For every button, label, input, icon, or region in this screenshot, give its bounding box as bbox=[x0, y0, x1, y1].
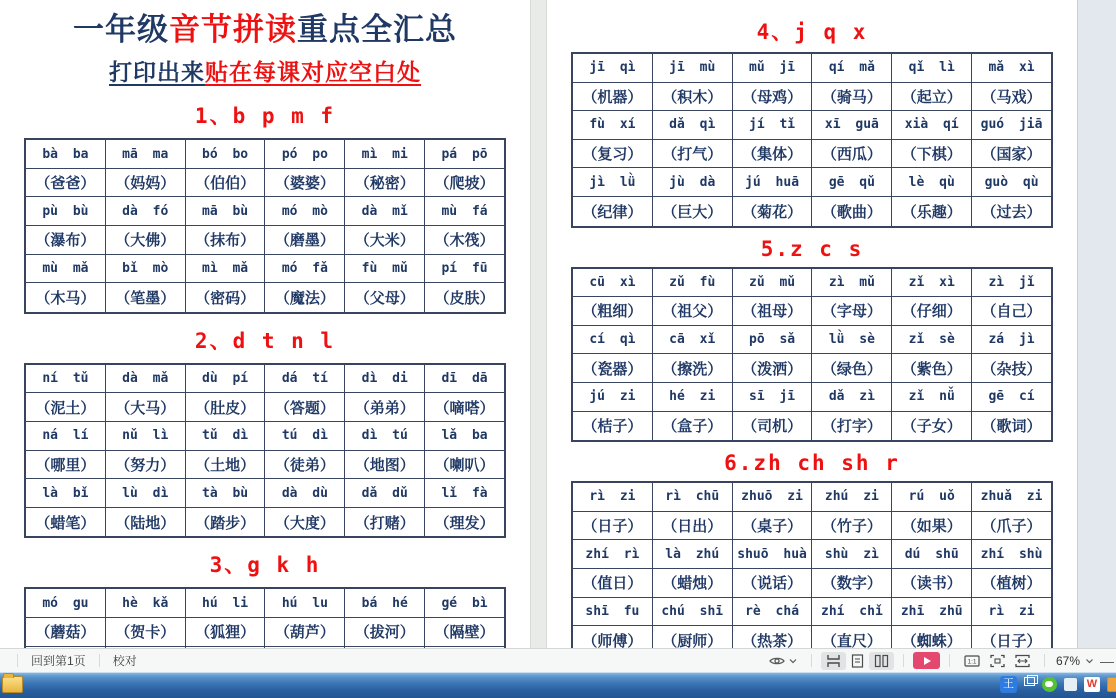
pinyin-table-1 bbox=[24, 138, 506, 314]
hanzi-cell: （拔河） bbox=[345, 618, 425, 646]
pinyin-table-5 bbox=[571, 267, 1053, 443]
pinyin-cell: zǔ fù bbox=[653, 269, 733, 297]
table-row bbox=[26, 508, 504, 537]
pinyin-cell: shuō huà bbox=[733, 540, 813, 568]
hanzi-cell: （擦洗） bbox=[653, 354, 733, 382]
table-row bbox=[26, 283, 504, 312]
hanzi-cell: （蘑菇） bbox=[26, 618, 106, 646]
hanzi-cell: （蜘蛛） bbox=[892, 626, 972, 648]
hanzi-cell: （绿色） bbox=[812, 354, 892, 382]
section-heading-3: 3、g k h bbox=[209, 553, 321, 578]
pinyin-cell: xī guā bbox=[812, 111, 892, 139]
chevron-down-icon bbox=[789, 658, 797, 664]
hanzi-cell: （伯伯） bbox=[186, 169, 266, 197]
hanzi-cell: （菊花） bbox=[733, 197, 813, 226]
hanzi-cell: （妈妈） bbox=[106, 169, 186, 197]
hanzi-cell: （踏步） bbox=[186, 508, 266, 537]
hanzi-cell: （理发） bbox=[434, 514, 495, 532]
hanzi-cell: （魔法） bbox=[265, 283, 345, 312]
section-heading-4: 4、j q x bbox=[756, 20, 868, 44]
pinyin-cell: bá hé bbox=[345, 589, 425, 617]
hanzi-cell: （爸爸） bbox=[26, 169, 106, 197]
pinyin-cell: dá tí bbox=[265, 365, 345, 393]
pinyin-cell: hè kǎ bbox=[106, 589, 186, 617]
single-page-view-button[interactable] bbox=[846, 652, 869, 670]
table-row bbox=[573, 354, 1051, 383]
proofread-button[interactable]: 校对 bbox=[112, 654, 137, 668]
pinyin-table-2 bbox=[24, 363, 506, 539]
hanzi-cell: （抹布） bbox=[186, 226, 266, 254]
hanzi-cell: （杂技） bbox=[981, 360, 1042, 378]
separator bbox=[903, 654, 904, 667]
separator bbox=[949, 654, 950, 667]
hanzi-cell: （磨墨） bbox=[265, 226, 345, 254]
system-tray bbox=[1000, 676, 1116, 693]
pinyin-cell: pó po bbox=[265, 140, 345, 168]
hanzi-cell: （泥土） bbox=[26, 393, 106, 421]
pinyin-cell: cí qì bbox=[573, 326, 653, 354]
pinyin-cell: zǐ sè bbox=[892, 326, 972, 354]
pinyin-cell: chú shī bbox=[653, 598, 733, 626]
subtitle-part-1: 打印出来 bbox=[109, 59, 205, 86]
pinyin-cell: tà bù bbox=[186, 479, 266, 507]
hanzi-cell: （乐趣） bbox=[892, 197, 972, 226]
hanzi-cell: （肚皮） bbox=[186, 393, 266, 421]
blue-app-icon[interactable] bbox=[1000, 676, 1017, 693]
pinyin-table-6 bbox=[571, 481, 1053, 648]
pinyin-cell: xià qí bbox=[892, 111, 972, 139]
table-row bbox=[573, 197, 1051, 226]
pinyin-cell: gē cí bbox=[988, 389, 1035, 405]
pinyin-cell: là zhú bbox=[653, 540, 733, 568]
pinyin-cell: mì mi bbox=[345, 140, 425, 168]
hanzi-cell: （大佛） bbox=[106, 226, 186, 254]
pinyin-cell: zǔ mǔ bbox=[733, 269, 813, 297]
pinyin-cell: mù mǎ bbox=[26, 255, 106, 283]
table-row bbox=[26, 618, 504, 647]
hanzi-cell: （打赌） bbox=[345, 508, 425, 537]
hanzi-cell: （葫芦） bbox=[265, 618, 345, 646]
fit-page-button[interactable] bbox=[985, 652, 1010, 670]
pinyin-cell: mó gu bbox=[26, 589, 106, 617]
hanzi-cell: （大米） bbox=[345, 226, 425, 254]
hanzi-cell: （土地） bbox=[186, 451, 266, 479]
pinyin-cell: lè qù bbox=[892, 168, 972, 196]
back-to-page-button[interactable]: 回到第1页 bbox=[31, 654, 86, 668]
red-w-app-icon[interactable]: W bbox=[1084, 677, 1100, 692]
hanzi-cell: （如果） bbox=[892, 512, 972, 540]
hanzi-cell: （地图） bbox=[345, 451, 425, 479]
pinyin-cell: ní tǔ bbox=[26, 365, 106, 393]
table-row bbox=[573, 412, 1051, 441]
table-row bbox=[573, 297, 1051, 326]
facing-pages-icon bbox=[874, 654, 889, 668]
table-row bbox=[573, 111, 1051, 140]
hanzi-cell: （仔细） bbox=[892, 297, 972, 325]
pinyin-cell: lǎ ba bbox=[441, 428, 488, 444]
pinyin-cell: mǔ jī bbox=[733, 54, 813, 82]
pinyin-cell: mó mò bbox=[265, 197, 345, 225]
pinyin-cell: tǔ dì bbox=[186, 422, 266, 450]
hanzi-cell: （日子） bbox=[573, 512, 653, 540]
pinyin-cell: nǔ lì bbox=[106, 422, 186, 450]
hanzi-cell: （竹子） bbox=[812, 512, 892, 540]
hanzi-cell: （嘀嗒） bbox=[434, 399, 495, 417]
hanzi-cell: （西瓜） bbox=[812, 140, 892, 168]
title-part-2: 音节拼读 bbox=[169, 12, 297, 47]
hanzi-cell: （值日） bbox=[573, 569, 653, 597]
pinyin-cell: pí fū bbox=[441, 260, 488, 276]
hanzi-cell: （弟弟） bbox=[345, 393, 425, 421]
hanzi-cell: （起立） bbox=[892, 83, 972, 111]
pinyin-cell: cū xì bbox=[573, 269, 653, 297]
single-page-icon bbox=[851, 654, 864, 668]
pinyin-cell: rú uǒ bbox=[892, 483, 972, 511]
hanzi-cell: （师傅） bbox=[573, 626, 653, 648]
hanzi-cell: （努力） bbox=[106, 451, 186, 479]
page-right bbox=[547, 0, 1077, 648]
hanzi-cell: （祖父） bbox=[653, 297, 733, 325]
zoom-out-button[interactable]: — bbox=[1100, 652, 1114, 669]
hanzi-cell: （皮肤） bbox=[434, 290, 495, 308]
pinyin-cell: bó bo bbox=[186, 140, 266, 168]
page-title bbox=[0, 10, 530, 50]
table-row bbox=[573, 54, 1051, 83]
svg-text:1:1: 1:1 bbox=[967, 658, 977, 665]
pinyin-table-4 bbox=[571, 52, 1053, 228]
hanzi-cell: （读书） bbox=[892, 569, 972, 597]
continuous-layout-icon bbox=[826, 654, 841, 668]
hanzi-cell: （桌子） bbox=[733, 512, 813, 540]
hanzi-cell: （子女） bbox=[892, 412, 972, 441]
facing-pages-view-button[interactable] bbox=[869, 652, 894, 670]
pinyin-cell: lù dì bbox=[106, 479, 186, 507]
pinyin-cell: dī dā bbox=[441, 371, 488, 387]
pinyin-cell: ná lí bbox=[26, 422, 106, 450]
separator bbox=[811, 654, 812, 667]
hanzi-cell: （热茶） bbox=[733, 626, 813, 648]
section-heading-2: 2、d t n l bbox=[194, 328, 336, 353]
section-heading-5: 5.z c s bbox=[760, 236, 864, 261]
zoom-chevron-down-icon[interactable] bbox=[1085, 658, 1094, 664]
hanzi-cell: （祖母） bbox=[733, 297, 813, 325]
pinyin-cell: sī jī bbox=[733, 383, 813, 411]
hanzi-cell: （桔子） bbox=[573, 412, 653, 441]
pinyin-cell: mā bù bbox=[186, 197, 266, 225]
pinyin-cell: zá jì bbox=[988, 332, 1035, 348]
hanzi-cell: （紫色） bbox=[892, 354, 972, 382]
fit-width-button[interactable] bbox=[1010, 652, 1035, 670]
continuous-layout-button[interactable] bbox=[821, 652, 846, 670]
play-presentation-button[interactable] bbox=[913, 652, 940, 669]
pinyin-cell: hé zi bbox=[653, 383, 733, 411]
hanzi-cell: （泼洒） bbox=[733, 354, 813, 382]
pinyin-cell: zhí shù bbox=[980, 546, 1043, 562]
pinyin-cell: dà mǐ bbox=[345, 197, 425, 225]
pinyin-cell: zhī zhū bbox=[892, 598, 972, 626]
pinyin-cell: dì tú bbox=[345, 422, 425, 450]
scrollbar-track[interactable] bbox=[1077, 0, 1116, 648]
hanzi-cell: （粗细） bbox=[573, 297, 653, 325]
hanzi-cell: （木马） bbox=[26, 283, 106, 312]
hanzi-cell: （国家） bbox=[981, 146, 1042, 164]
hanzi-cell: （集体） bbox=[733, 140, 813, 168]
eye-view-icon bbox=[768, 654, 786, 668]
pinyin-cell: pō sǎ bbox=[733, 326, 813, 354]
pinyin-cell: guò qù bbox=[984, 174, 1039, 190]
pinyin-cell: pá pō bbox=[441, 146, 488, 162]
hanzi-cell: （婆婆） bbox=[265, 169, 345, 197]
table-row bbox=[573, 483, 1051, 512]
pinyin-cell: jú huā bbox=[733, 168, 813, 196]
hanzi-cell: （字母） bbox=[812, 297, 892, 325]
hanzi-cell: （贺卡） bbox=[106, 618, 186, 646]
window-restore-icon[interactable] bbox=[1024, 677, 1035, 686]
hanzi-cell: （爪子） bbox=[981, 518, 1042, 536]
actual-size-icon bbox=[964, 654, 980, 668]
hanzi-cell: （复习） bbox=[573, 140, 653, 168]
hanzi-cell: （数字） bbox=[812, 569, 892, 597]
table-row bbox=[573, 140, 1051, 169]
pinyin-cell: mù fá bbox=[441, 203, 488, 219]
pinyin-cell: dǎ dǔ bbox=[345, 479, 425, 507]
table-row bbox=[573, 326, 1051, 355]
pinyin-cell: dà dù bbox=[265, 479, 345, 507]
pinyin-cell: zhuǎ zi bbox=[980, 489, 1043, 505]
table-row bbox=[573, 540, 1051, 569]
pinyin-cell: dǎ zì bbox=[812, 383, 892, 411]
pinyin-cell: shù zì bbox=[812, 540, 892, 568]
hanzi-cell: （打字） bbox=[812, 412, 892, 441]
pinyin-cell: guó jiā bbox=[980, 117, 1043, 133]
pinyin-cell: zhuō zi bbox=[733, 483, 813, 511]
table-row bbox=[26, 226, 504, 255]
status-bar bbox=[0, 648, 1116, 672]
pinyin-cell: pù bù bbox=[26, 197, 106, 225]
page-left bbox=[0, 0, 530, 648]
pinyin-cell: dú shū bbox=[892, 540, 972, 568]
hanzi-cell: （机器） bbox=[573, 83, 653, 111]
pinyin-cell: rì zi bbox=[573, 483, 653, 511]
hanzi-cell: （爬坡） bbox=[434, 175, 495, 193]
pinyin-cell: lǐ fà bbox=[441, 485, 488, 501]
table-row bbox=[26, 589, 504, 618]
hanzi-cell: （喇叭） bbox=[434, 456, 495, 474]
pinyin-cell: zǐ xì bbox=[892, 269, 972, 297]
windows-taskbar bbox=[0, 672, 1116, 698]
green-chat-icon[interactable] bbox=[1042, 677, 1057, 692]
subtitle-part-2: 贴在每课对应空白处 bbox=[205, 59, 421, 86]
pinyin-cell: jí tǐ bbox=[733, 111, 813, 139]
hanzi-cell: （父母） bbox=[345, 283, 425, 312]
actual-size-button[interactable] bbox=[959, 652, 985, 670]
pinyin-cell: fù xí bbox=[573, 111, 653, 139]
hanzi-cell: （司机） bbox=[733, 412, 813, 441]
hanzi-cell: （盒子） bbox=[653, 412, 733, 441]
view-mode-button[interactable] bbox=[763, 652, 802, 670]
pinyin-cell: hú lu bbox=[265, 589, 345, 617]
pinyin-cell: jì lǜ bbox=[573, 168, 653, 196]
pinyin-cell: dà fó bbox=[106, 197, 186, 225]
pinyin-cell: bǐ mò bbox=[106, 255, 186, 283]
pinyin-cell: gé bì bbox=[441, 595, 488, 611]
fit-width-icon bbox=[1015, 654, 1030, 668]
pinyin-cell: dǎ qì bbox=[653, 111, 733, 139]
table-row bbox=[26, 365, 504, 394]
hanzi-cell: （下棋） bbox=[892, 140, 972, 168]
hanzi-cell: （徒弟） bbox=[265, 451, 345, 479]
table-row bbox=[573, 569, 1051, 598]
hanzi-cell: （陆地） bbox=[106, 508, 186, 537]
pinyin-cell: zì jǐ bbox=[988, 274, 1035, 290]
pinyin-cell: qǐ lì bbox=[892, 54, 972, 82]
pinyin-cell: zì mǔ bbox=[812, 269, 892, 297]
pinyin-cell: dì di bbox=[345, 365, 425, 393]
hanzi-cell: （瀑布） bbox=[26, 226, 106, 254]
hanzi-cell: （纪律） bbox=[573, 197, 653, 226]
hanzi-cell: （打气） bbox=[653, 140, 733, 168]
hanzi-cell: （蜡笔） bbox=[26, 508, 106, 537]
hanzi-cell: （植树） bbox=[981, 575, 1042, 593]
hanzi-cell: （木筏） bbox=[434, 232, 495, 250]
pinyin-cell: dà mǎ bbox=[106, 365, 186, 393]
table-row bbox=[26, 393, 504, 422]
pinyin-cell: mó fǎ bbox=[265, 255, 345, 283]
hanzi-cell: （直尺） bbox=[812, 626, 892, 648]
table-row bbox=[26, 140, 504, 169]
hanzi-cell: （蜡烛） bbox=[653, 569, 733, 597]
hanzi-cell: （大度） bbox=[265, 508, 345, 537]
play-icon bbox=[924, 657, 931, 665]
hanzi-cell: （笔墨） bbox=[106, 283, 186, 312]
table-row bbox=[573, 383, 1051, 412]
pinyin-cell: tú dì bbox=[265, 422, 345, 450]
zoom-level-value[interactable]: 67% bbox=[1055, 653, 1080, 668]
pinyin-cell: rì zi bbox=[988, 603, 1035, 619]
pinyin-cell: zǐ nǚ bbox=[892, 383, 972, 411]
fit-page-icon bbox=[990, 654, 1005, 668]
title-part-1: 一年级 bbox=[73, 12, 169, 47]
hanzi-cell: （厨师） bbox=[653, 626, 733, 648]
hanzi-cell: （答题） bbox=[265, 393, 345, 421]
hanzi-cell: （母鸡） bbox=[733, 83, 813, 111]
pinyin-cell: jú zi bbox=[573, 383, 653, 411]
pinyin-cell: là bǐ bbox=[26, 479, 106, 507]
hanzi-cell: （过去） bbox=[981, 203, 1042, 221]
folder-icon[interactable] bbox=[2, 676, 23, 693]
table-row bbox=[26, 169, 504, 198]
hanzi-cell: （歌词） bbox=[981, 418, 1042, 436]
pinyin-cell: cā xǐ bbox=[653, 326, 733, 354]
hanzi-cell: （哪里） bbox=[26, 451, 106, 479]
pinyin-cell: bà ba bbox=[26, 140, 106, 168]
hanzi-cell: （隔壁） bbox=[434, 624, 495, 642]
hanzi-cell: （狐狸） bbox=[186, 618, 266, 646]
section-heading-6: 6.zh ch sh r bbox=[724, 451, 900, 476]
table-row bbox=[573, 598, 1051, 627]
table-row bbox=[573, 626, 1051, 648]
pinyin-cell: lǜ sè bbox=[812, 326, 892, 354]
hanzi-cell: （巨大） bbox=[653, 197, 733, 226]
orange-app-icon[interactable] bbox=[1107, 677, 1116, 692]
table-row bbox=[26, 422, 504, 451]
hanzi-cell: （秘密） bbox=[345, 169, 425, 197]
separator bbox=[17, 654, 18, 667]
hanzi-cell: （歌曲） bbox=[812, 197, 892, 226]
hanzi-cell: （说话） bbox=[733, 569, 813, 597]
hanzi-cell: （瓷器） bbox=[573, 354, 653, 382]
table-row bbox=[26, 197, 504, 226]
title-part-3: 重点全汇总 bbox=[297, 12, 457, 47]
pinyin-cell: gē qǔ bbox=[812, 168, 892, 196]
table-row bbox=[573, 83, 1051, 112]
table-row bbox=[573, 512, 1051, 541]
pinyin-cell: qí mǎ bbox=[812, 54, 892, 82]
pinyin-cell: rì chū bbox=[653, 483, 733, 511]
hanzi-cell: （积木） bbox=[653, 83, 733, 111]
page-gap bbox=[530, 0, 547, 648]
pinyin-cell: hú li bbox=[186, 589, 266, 617]
table-row bbox=[26, 451, 504, 480]
pinyin-cell: fù mǔ bbox=[345, 255, 425, 283]
pinyin-cell: mì mǎ bbox=[186, 255, 266, 283]
separator bbox=[99, 654, 100, 667]
separator bbox=[1044, 654, 1045, 667]
pinyin-cell: jī mù bbox=[653, 54, 733, 82]
pinyin-cell: mā ma bbox=[106, 140, 186, 168]
hanzi-cell: （密码） bbox=[186, 283, 266, 312]
table-row bbox=[26, 255, 504, 284]
pinyin-cell: rè chá bbox=[733, 598, 813, 626]
hanzi-cell: （自己） bbox=[981, 303, 1042, 321]
hanzi-cell: （日子） bbox=[981, 632, 1042, 648]
table-row bbox=[573, 168, 1051, 197]
pinyin-cell: jù dà bbox=[653, 168, 733, 196]
pinyin-table-3 bbox=[24, 587, 506, 648]
hanzi-cell: （大马） bbox=[106, 393, 186, 421]
table-row bbox=[573, 269, 1051, 298]
hanzi-cell: （骑马） bbox=[812, 83, 892, 111]
hanzi-cell: （马戏） bbox=[981, 88, 1042, 106]
pale-app-icon[interactable] bbox=[1064, 678, 1077, 691]
pinyin-cell: mǎ xì bbox=[988, 60, 1035, 76]
table-row bbox=[26, 479, 504, 508]
section-heading-1: 1、b p m f bbox=[194, 104, 336, 129]
pinyin-cell: jī qì bbox=[573, 54, 653, 82]
pinyin-cell: zhú zi bbox=[812, 483, 892, 511]
pinyin-cell: zhí chǐ bbox=[812, 598, 892, 626]
pinyin-cell: dù pí bbox=[186, 365, 266, 393]
page-subtitle bbox=[0, 54, 530, 87]
pinyin-cell: zhí rì bbox=[573, 540, 653, 568]
hanzi-cell: （日出） bbox=[653, 512, 733, 540]
pinyin-cell: shī fu bbox=[573, 598, 653, 626]
